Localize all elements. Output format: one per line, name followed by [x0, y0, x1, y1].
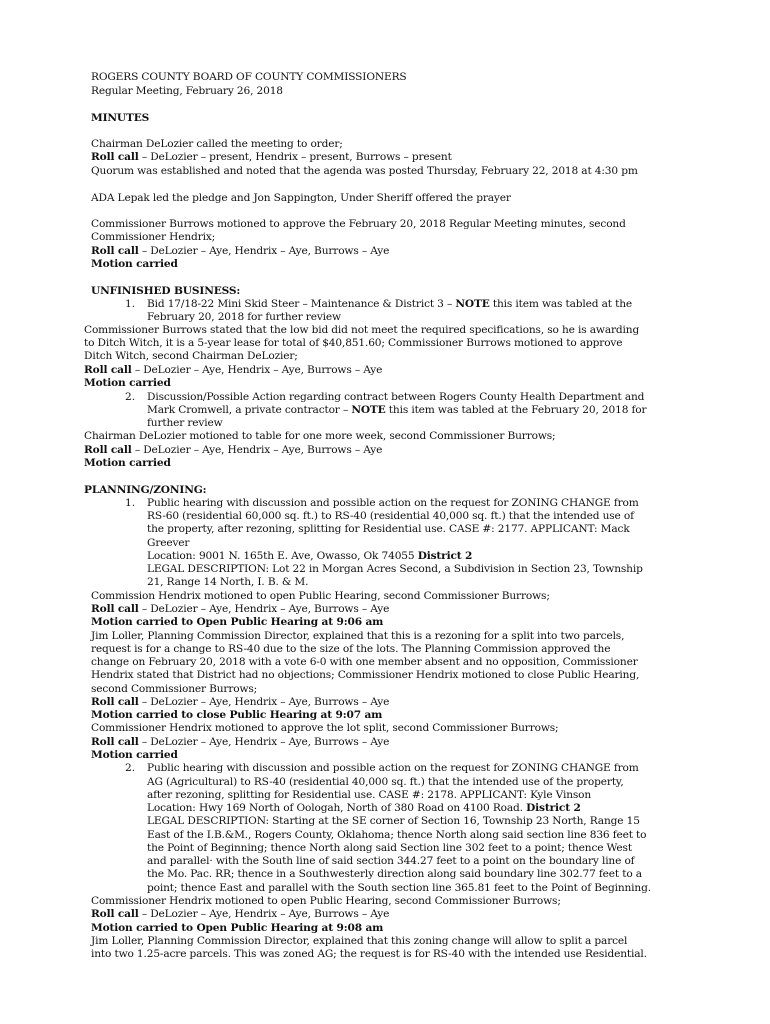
minutes-heading: MINUTES	[91, 112, 150, 124]
roll-call-text: – DeLozier – Aye, Hendrix – Aye, Burrows – Aye	[138, 736, 390, 748]
zoning1-description: RS-60 (residential 60,000 sq. ft.) to RS-40 (residential 40,000 sq. ft.) that the intended use of	[147, 510, 634, 522]
roll-call-text: – DeLozier – present, Hendrix – present, Burrows – present	[138, 151, 452, 163]
note-label: NOTE	[351, 404, 386, 416]
unfinished-item1-line: February 20, 2018 for further review	[147, 311, 341, 323]
zoning1-open-motion: Commission Hendrix motioned to open Public Hearing, second Commissioner Burrows;	[91, 590, 550, 602]
zoning2-legal: and parallel· with the South line of said section 344.27 feet to a point on the boundary line of	[147, 855, 635, 867]
roll-call-label: Roll call	[91, 603, 139, 615]
roll-call-label: Roll call	[91, 151, 139, 163]
zoning1-roll-call	[91, 696, 389, 709]
item-number: 1.	[125, 298, 136, 310]
roll-call-label: Roll call	[84, 364, 132, 376]
zoning2-description: AG (Agricultural) to RS-40 (residential 40,000 sq. ft.) that the intended use of the property,	[147, 776, 624, 788]
item-text: this item was tabled at the February 20, 2018 for	[385, 404, 647, 416]
zoning2-location	[147, 802, 581, 815]
zoning1-roll-call	[91, 736, 389, 749]
roll-call-label: Roll call	[91, 908, 139, 920]
approval-motion-line: Commissioner Hendrix;	[91, 231, 216, 243]
item-number: 2.	[125, 762, 136, 774]
unfinished-item1-discussion: Ditch Witch, second Chairman DeLozier;	[84, 350, 298, 362]
unfinished-item2-discussion: Chairman DeLozier motioned to table for one more week, second Commissioner Burrows;	[84, 430, 556, 442]
zoning1-legal: 21, Range 14 North, I. B. & M.	[147, 576, 309, 588]
zoning2-discussion: into two 1.25-acre parcels. This was zoned AG; the request is for RS-40 with the intended use Residential.	[91, 948, 647, 960]
unfinished-item1-discussion: to Ditch Witch, it is a 5-year lease for total of $40,851.60; Commissioner Burrows motioned to approve	[84, 337, 623, 349]
roll-call-text: – DeLozier – Aye, Hendrix – Aye, Burrows – Aye	[138, 603, 390, 615]
roll-call-label: Roll call	[91, 245, 139, 257]
roll-call-text: – DeLozier – Aye, Hendrix – Aye, Burrows – Aye	[131, 364, 383, 376]
location-text: Location: 9001 N. 165th E. Ave, Owasso, Ok 74055	[147, 550, 418, 562]
roll-call-label: Roll call	[91, 736, 139, 748]
meeting-date: Regular Meeting, February 26, 2018	[91, 85, 283, 97]
zoning1-discussion: Hendrix stated that District had no objections; Commissioner Hendrix motioned to close Public Hearing,	[91, 669, 640, 681]
zoning1-discussion: second Commissioner Burrows;	[91, 683, 258, 695]
unfinished-item2-line	[147, 404, 646, 417]
zoning1-discussion: request is for a change to RS-40 due to the size of the lots. The Planning Commission approved the	[91, 643, 611, 655]
item-number: 2.	[125, 391, 136, 403]
zoning1-description: Public hearing with discussion and possible action on the request for ZONING CHANGE from	[147, 497, 639, 509]
call-to-order: Chairman DeLozier called the meeting to order;	[91, 138, 343, 150]
roll-call-present	[91, 151, 452, 164]
roll-call-label: Roll call	[91, 696, 139, 708]
item-text: this item was tabled at the	[489, 298, 633, 310]
zoning1-carried-close: Motion carried to close Public Hearing at 9:07 am	[91, 709, 383, 721]
zoning1-description: Greever	[147, 537, 190, 549]
quorum-statement: Quorum was established and noted that the agenda was posted Thursday, February 22, 2018 at 4:30 pm	[91, 165, 638, 177]
zoning1-description: the property, after rezoning, splitting for Residential use. CASE #: 2177. APPLICANT: Mack	[147, 523, 630, 535]
approval-motion-carried: Motion carried	[91, 258, 178, 270]
roll-call-text: – DeLozier – Aye, Hendrix – Aye, Burrows – Aye	[138, 245, 390, 257]
district-label: District 2	[526, 802, 581, 814]
unfinished-item1-discussion: Commissioner Burrows stated that the low bid did not meet the required specifications, so he is awarding	[84, 324, 640, 336]
zoning1-location	[147, 550, 472, 563]
zoning2-roll-call	[91, 908, 389, 921]
zoning2-discussion: Jim Loller, Planning Commission Director, explained that this zoning change will allow to split a parcel	[91, 935, 628, 947]
planning-zoning-heading: PLANNING/ZONING:	[84, 484, 207, 496]
zoning2-description: after rezoning, splitting for Residential use. CASE #: 2178. APPLICANT: Kyle Vinson	[147, 789, 592, 801]
zoning1-discussion: change on February 20, 2018 with a vote 6-0 with one member absent and no opposition, Commissioner	[91, 656, 638, 668]
zoning1-approve-motion: Commissioner Hendrix motioned to approve the lot split, second Commissioner Burrows;	[91, 722, 559, 734]
zoning1-carried: Motion carried	[91, 749, 178, 761]
zoning2-legal: point; thence East and parallel with the South section line 365.81 feet to the Point of Beginning.	[147, 882, 651, 894]
pledge-statement: ADA Lepak led the pledge and Jon Sappington, Under Sheriff offered the prayer	[91, 192, 511, 204]
unfinished-item1-roll-call	[84, 364, 382, 377]
approval-roll-call	[91, 245, 389, 258]
org-title: ROGERS COUNTY BOARD OF COUNTY COMMISSIONERS	[91, 71, 407, 83]
unfinished-item2-line: further review	[147, 417, 223, 429]
unfinished-item2-roll-call	[84, 444, 382, 457]
note-label: NOTE	[455, 298, 490, 310]
unfinished-item1-line	[147, 298, 632, 311]
unfinished-business-heading: UNFINISHED BUSINESS:	[91, 285, 241, 297]
approval-motion-line: Commissioner Burrows motioned to approve the February 20, 2018 Regular Meeting minutes, second	[91, 218, 626, 230]
zoning2-legal: the Point of Beginning; thence North along said Section line 302 feet to a point; thence West	[147, 842, 632, 854]
item-text: Bid 17/18-22 Mini Skid Steer – Maintenance & District 3 –	[147, 298, 456, 310]
roll-call-text: – DeLozier – Aye, Hendrix – Aye, Burrows – Aye	[138, 908, 390, 920]
roll-call-text: – DeLozier – Aye, Hendrix – Aye, Burrows – Aye	[138, 696, 390, 708]
zoning1-roll-call	[91, 603, 389, 616]
unfinished-item2-line: Discussion/Possible Action regarding contract between Rogers County Health Department and	[147, 391, 645, 403]
district-label: District 2	[417, 550, 473, 562]
roll-call-label: Roll call	[84, 444, 132, 456]
item-text: Mark Cromwell, a private contractor –	[147, 404, 352, 416]
zoning1-legal: LEGAL DESCRIPTION: Lot 22 in Morgan Acres Second, a Subdivision in Section 23, Township	[147, 563, 643, 575]
zoning2-carried-open: Motion carried to Open Public Hearing at 9:08 am	[91, 922, 384, 934]
zoning2-legal: LEGAL DESCRIPTION: Starting at the SE corner of Section 16, Township 23 North, Range 15	[147, 815, 640, 827]
zoning2-description: Public hearing with discussion and possible action on the request for ZONING CHANGE from	[147, 762, 639, 774]
item-number: 1.	[125, 497, 136, 509]
zoning1-carried-open: Motion carried to Open Public Hearing at 9:06 am	[91, 616, 384, 628]
roll-call-text: – DeLozier – Aye, Hendrix – Aye, Burrows – Aye	[131, 444, 383, 456]
location-text: Location: Hwy 169 North of Oologah, North of 380 Road on 4100 Road.	[147, 802, 527, 814]
unfinished-item2-carried: Motion carried	[84, 457, 171, 469]
zoning2-open-motion: Commissioner Hendrix motioned to open Public Hearing, second Commissioner Burrows;	[91, 895, 561, 907]
unfinished-item1-carried: Motion carried	[84, 377, 171, 389]
zoning1-discussion: Jim Loller, Planning Commission Director, explained that this is a rezoning for a split into two parcels,	[91, 630, 625, 642]
zoning2-legal: the Mo. Pac. RR; thence in a Southwesterly direction along said boundary line 302.77 feet to a	[147, 868, 642, 880]
zoning2-legal: East of the I.B.&M., Rogers County, Oklahoma; thence North along said section line 836 feet to	[147, 829, 647, 841]
